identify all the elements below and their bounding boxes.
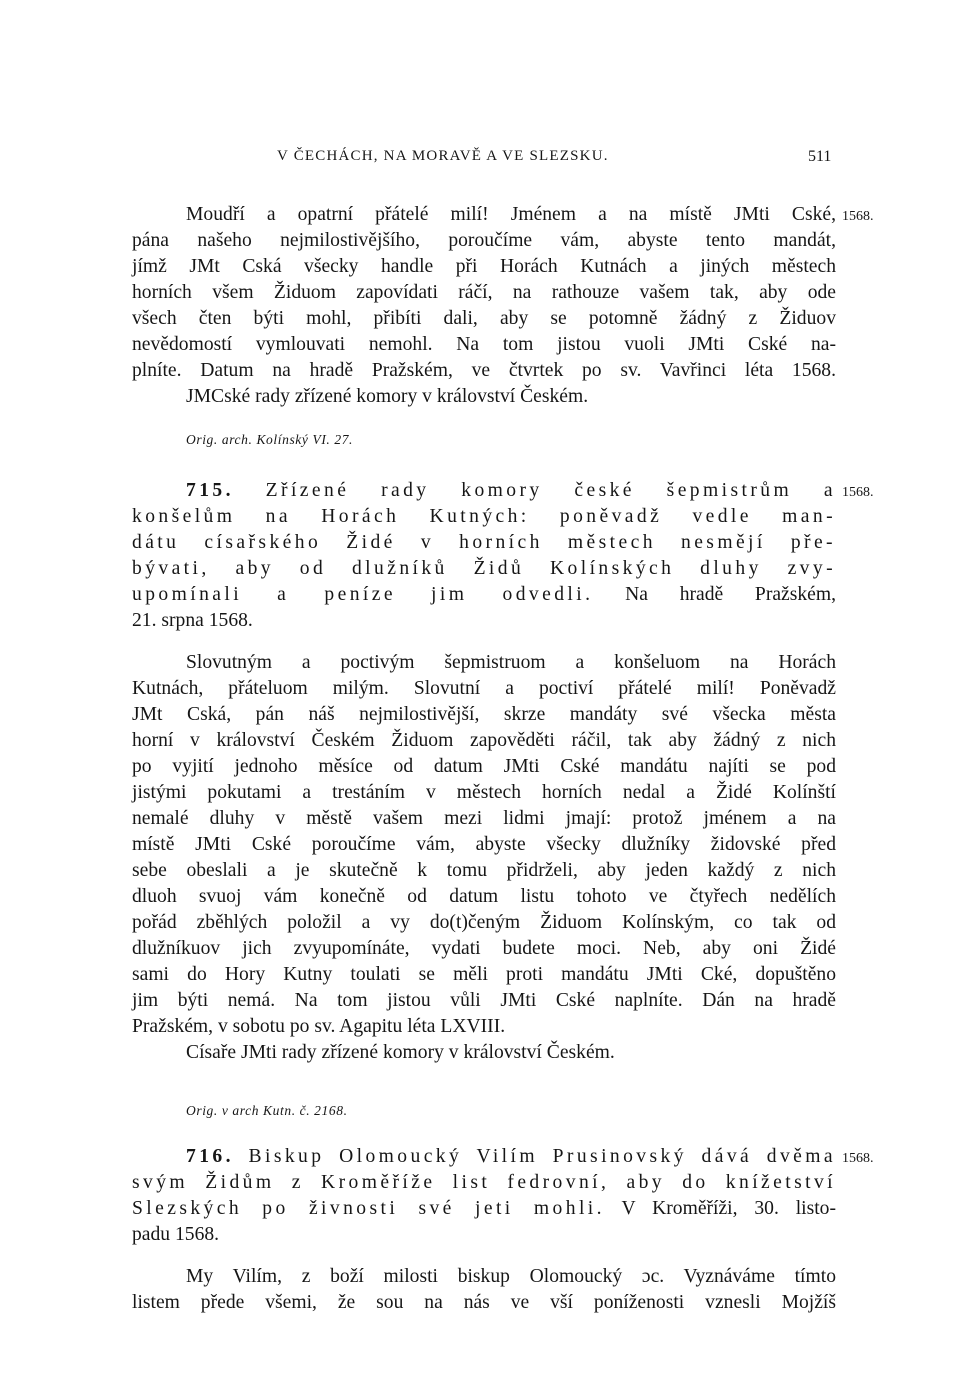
text-line: jim býti nemá. Na tom jistou vůli JMti Cské naplníte. Dán na hradě	[132, 990, 836, 1011]
running-title: V ČECHÁCH, NA MORAVĚ A VE SLEZSKU.	[277, 148, 609, 164]
place-date: padu 1568.	[132, 1224, 220, 1245]
text-line: nevědomostí vymlouvati nemohl. Na tom jistou vuoli JMti Cské na-	[132, 334, 836, 355]
place-date: Na hradě Pražském,	[625, 584, 837, 605]
margin-year: 1568.	[842, 209, 874, 224]
text-line: Kutnách, přáteluom milým. Slovutní a poctiví přátelé milí! Poněvadž	[132, 678, 836, 699]
text-line: listem přede všemi, že sou na nás ve vší poníženosti vznesli Mojžíš	[132, 1292, 836, 1313]
text-line: dluoh svuoj vám konečně od datum listu tohoto ve čtyřech nedělích	[132, 886, 836, 907]
text-line: horní v království Českém Židuom zapověděti ráčil, tak aby žádný z nich	[132, 730, 836, 751]
page-number: 511	[808, 148, 832, 165]
document-number: 715.	[186, 480, 234, 501]
heading-line: konšelům na Horách Kutných: poněvadž vedle man-	[132, 506, 836, 527]
source-note: Orig. v arch Kutn. č. 2168.	[186, 1103, 348, 1118]
document-716-heading	[132, 1144, 836, 1248]
place-date: 21. srpna 1568.	[132, 610, 253, 631]
text-line: Moudří a opatrní přátelé milí! Jménem a na místě JMti Cské,	[186, 204, 836, 225]
text-line: JMt Cská, pán náš nejmilostivější, skrze mandáty své všecka města	[132, 704, 836, 725]
letter-continuation	[132, 202, 836, 410]
heading-line: bývati, aby od dlužníků Židů Kolínských dluhy zvy-	[132, 558, 836, 579]
heading-line: svým Židům z Kroměříže list fedrovní, aby do knížetství	[132, 1172, 836, 1193]
text-line: všech čten býti mohl, přibíti dali, aby se potomně žádný z Židuov	[132, 308, 836, 329]
text-line: pořád zběhlých položil a vy do(t)čeným Židuom Kolínským, co tak od	[132, 912, 836, 933]
text-line: dlužníkuov jich zvyupomínáte, vydati budete moci. Neb, aby oni Židé	[132, 938, 836, 959]
document-715-heading	[132, 478, 836, 634]
source-note: Orig. arch. Kolínský VI. 27.	[186, 432, 354, 447]
signature-line: Císaře JMti rady zřízené komory v království Českém.	[186, 1042, 615, 1063]
text-line: pána našeho nejmilostivějšího, poroučíme vám, abyste tento mandát,	[132, 230, 836, 251]
text-line: Pražském, v sobotu po sv. Agapitu léta LXVIII.	[132, 1016, 506, 1037]
text-line: My Vilím, z boží milosti biskup Olomoucký ɔc. Vyznáváme tímto	[186, 1266, 836, 1287]
heading-line: 715. Zřízené rady komory české šepmistrům a	[186, 480, 836, 501]
heading-line: 716. Biskup Olomoucký Vilím Prusinovský dává dvěma	[186, 1146, 836, 1167]
heading-line: Slezských po živnosti své jeti mohli. V Kroměříži, 30. listo-	[132, 1198, 837, 1219]
margin-year: 1568.	[842, 485, 874, 500]
place-date: V Kroměříži, 30. listo-	[621, 1198, 837, 1219]
text-line: nemalé dluhy v městě vašem mezi lidmi jmají: protož jménem a na	[132, 808, 836, 829]
margin-year: 1568.	[842, 1151, 874, 1166]
signature-line: JMCské rady zřízené komory v království Českém.	[186, 386, 589, 407]
text-line: Slovutným a poctivým šepmistruom a konšeluom na Horách	[186, 652, 836, 673]
page-header	[0, 148, 960, 172]
document-715-body	[132, 650, 836, 1066]
text-line: plníte. Datum na hradě Pražském, ve čtvrtek po sv. Vavřinci léta 1568.	[132, 360, 836, 381]
text-line: jímž JMt Cská všecky handle při Horách Kutnách a jiných městech	[132, 256, 836, 277]
document-number: 716.	[186, 1146, 234, 1167]
text-line: jistými pokutami a trestáním v městech horních nedal a Židé Kolínští	[132, 782, 836, 803]
text-line: sebe obeslali a je skutečně k tomu přidrželi, aby jeden každý z nich	[132, 860, 836, 881]
text-line: po vyjití jednoho měsíce od datum JMti Cské mandátu najíti se pod	[132, 756, 836, 777]
heading-line: upomínali a peníze jim odvedli. Na hradě Pražském,	[132, 584, 837, 605]
document-716-body	[132, 1264, 836, 1316]
heading-line: dátu císařského Židé v horních městech nesmějí pře-	[132, 532, 836, 553]
text-line: horních všem Židuom zapovídati ráčí, na rathouze vašem tak, aby ode	[132, 282, 836, 303]
text-line: sami do Hory Kutny toulati se měli proti mandátu JMti Cké, dopuštěno	[132, 964, 836, 985]
text-line: místě JMti Cské poroučíme vám, abyste všecky dlužníky židovské před	[132, 834, 836, 855]
